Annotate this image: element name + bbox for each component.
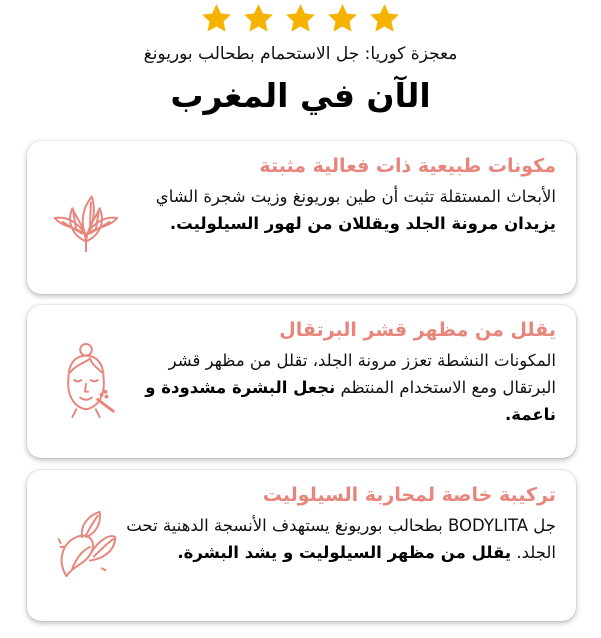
feature-body-highlight: يزيدان مرونة الجلد ويقللان من لهور السيلوليت. bbox=[169, 214, 556, 233]
star-icon bbox=[200, 2, 233, 35]
rating-stars bbox=[0, 2, 601, 36]
feature-title: مكونات طبيعية ذات فعالية مثبتة bbox=[259, 155, 556, 177]
feature-body-text: المكونات النشطة تعزز مرونة الجلد، تقلل من مظهر قشر البرتقال ومع الاستخدام المنتظم bbox=[168, 351, 556, 397]
seaweed-icon bbox=[47, 504, 125, 582]
feature-title: تركيبة خاصة لمحاربة السيلوليت bbox=[262, 484, 556, 506]
leaves-icon bbox=[47, 179, 125, 257]
feature-card-special-formula bbox=[27, 470, 576, 621]
feature-body-highlight: يقلل من مظهر السيلوليت و يشد البشرة. bbox=[177, 543, 512, 562]
feature-card-natural-ingredients bbox=[27, 141, 576, 294]
subtitle: معجزة كوريا: جل الاستحمام بطحالب بوريونغ bbox=[143, 44, 458, 64]
feature-body-text: جل BODYLITA بطحالب بوريونغ يستهدف الأنسجة الدهنية تحت الجلد. bbox=[126, 516, 556, 562]
star-icon bbox=[242, 2, 275, 35]
feature-body-highlight: نجعل البشرة مشدودة و ناعمة. bbox=[145, 378, 556, 424]
feature-card-orange-peel bbox=[27, 305, 576, 458]
feature-body bbox=[126, 347, 556, 428]
feature-body bbox=[126, 183, 556, 237]
feature-title: يقلل من مظهر قشر البرتقال bbox=[279, 319, 556, 341]
feature-body bbox=[126, 512, 556, 566]
feature-body-text: الأبحاث المستقلة تثبت أن طين بوريونغ وزيت شجرة الشاي bbox=[155, 187, 556, 206]
star-icon bbox=[368, 2, 401, 35]
woman-face-icon bbox=[47, 341, 125, 419]
star-icon bbox=[326, 2, 359, 35]
headline: الآن في المغرب bbox=[170, 76, 431, 115]
star-icon bbox=[284, 2, 317, 35]
